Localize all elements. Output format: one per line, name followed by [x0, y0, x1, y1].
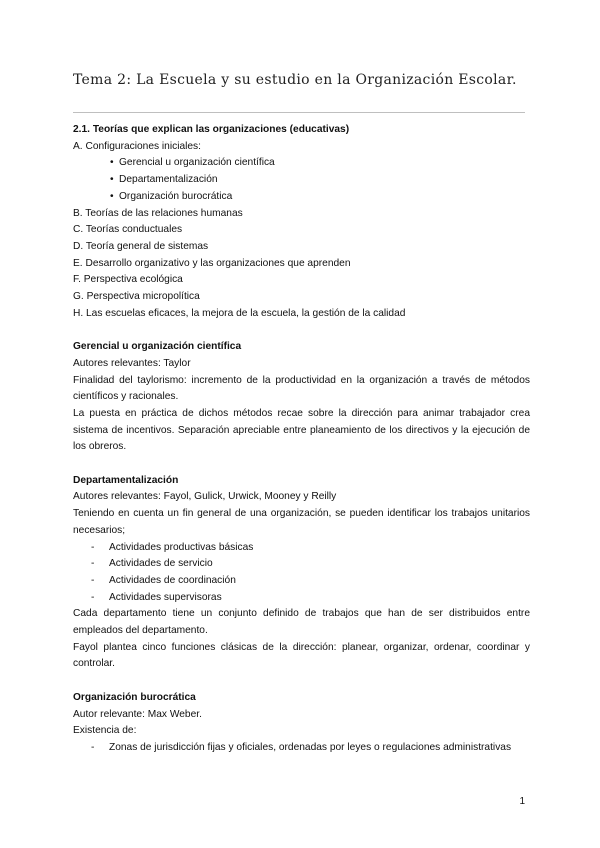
actividades-list: [73, 540, 530, 607]
list-item-c: C. Teorías conductuales: [73, 224, 183, 236]
list-item: • Organización burocrática: [73, 189, 530, 206]
gerencial-heading: Gerencial u organización científica: [73, 341, 242, 353]
list-item: - Zonas de jurisdicción fijas y oficiales, ordenadas por leyes o regulaciones administrativas: [73, 740, 530, 757]
gerencial-paragraph: Finalidad del taylorismo: incremento de la productividad en la organización a través de métodos científicos y racionales.: [73, 374, 530, 403]
list-item-e: E. Desarrollo organizativo y las organizaciones que aprenden: [73, 257, 351, 269]
list-item: - Actividades de coordinación: [73, 573, 530, 590]
list-item: - Actividades productivas básicas: [73, 540, 530, 557]
departamentalizacion-paragraph: Fayol plantea cinco funciones clásicas de la dirección: planear, organizar, ordenar, coordinar y controlar.: [73, 641, 530, 670]
list-item-g: G. Perspectiva micropolítica: [73, 291, 200, 303]
list-item: - Actividades supervisoras: [73, 590, 530, 607]
section-heading: 2.1. Teorías que explican las organizaciones (educativas): [73, 124, 350, 135]
departamentalizacion-paragraph: Teniendo en cuenta un fin general de una organización, se pueden identificar los trabajos unitarios necesarios;: [73, 508, 530, 536]
list-item: - Actividades de servicio: [73, 556, 530, 573]
gerencial-paragraph: La puesta en práctica de dichos métodos recae sobre la dirección para animar trabajador crea sistema de incentivos. Separación apreciable entre planeamiento de los directivos y la ejecución de los obreros.: [73, 407, 530, 453]
title-divider: [73, 112, 525, 113]
list-item: • Gerencial u organización científica: [73, 155, 530, 172]
burocratica-existencia: Existencia de:: [73, 725, 137, 737]
document-body: [73, 122, 530, 757]
existencia-list: [73, 740, 530, 757]
departamentalizacion-paragraph: Cada departamento tiene un conjunto definido de trabajos que han de ser distribuidos entre empleados del departamento.: [73, 608, 530, 637]
list-item-a: A. Configuraciones iniciales:: [73, 140, 201, 152]
page-number: 1: [519, 796, 525, 807]
gerencial-authors: Autores relevantes: Taylor: [73, 357, 191, 369]
configuraciones-list: [73, 155, 530, 205]
page-title: Tema 2: La Escuela y su estudio en la Organización Escolar.: [73, 72, 517, 88]
list-item-f: F. Perspectiva ecológica: [73, 274, 183, 286]
departamentalizacion-heading: Departamentalización: [73, 474, 179, 486]
list-item-b: B. Teorías de las relaciones humanas: [73, 207, 243, 219]
burocratica-heading: Organización burocrática: [73, 691, 196, 703]
burocratica-author: Autor relevante: Max Weber.: [73, 708, 202, 720]
list-item-d: D. Teoría general de sistemas: [73, 240, 209, 252]
list-item: • Departamentalización: [73, 172, 530, 189]
departamentalizacion-authors: Autores relevantes: Fayol, Gulick, Urwick, Mooney y Reilly: [73, 491, 337, 503]
list-item-h: H. Las escuelas eficaces, la mejora de la escuela, la gestión de la calidad: [73, 307, 406, 319]
